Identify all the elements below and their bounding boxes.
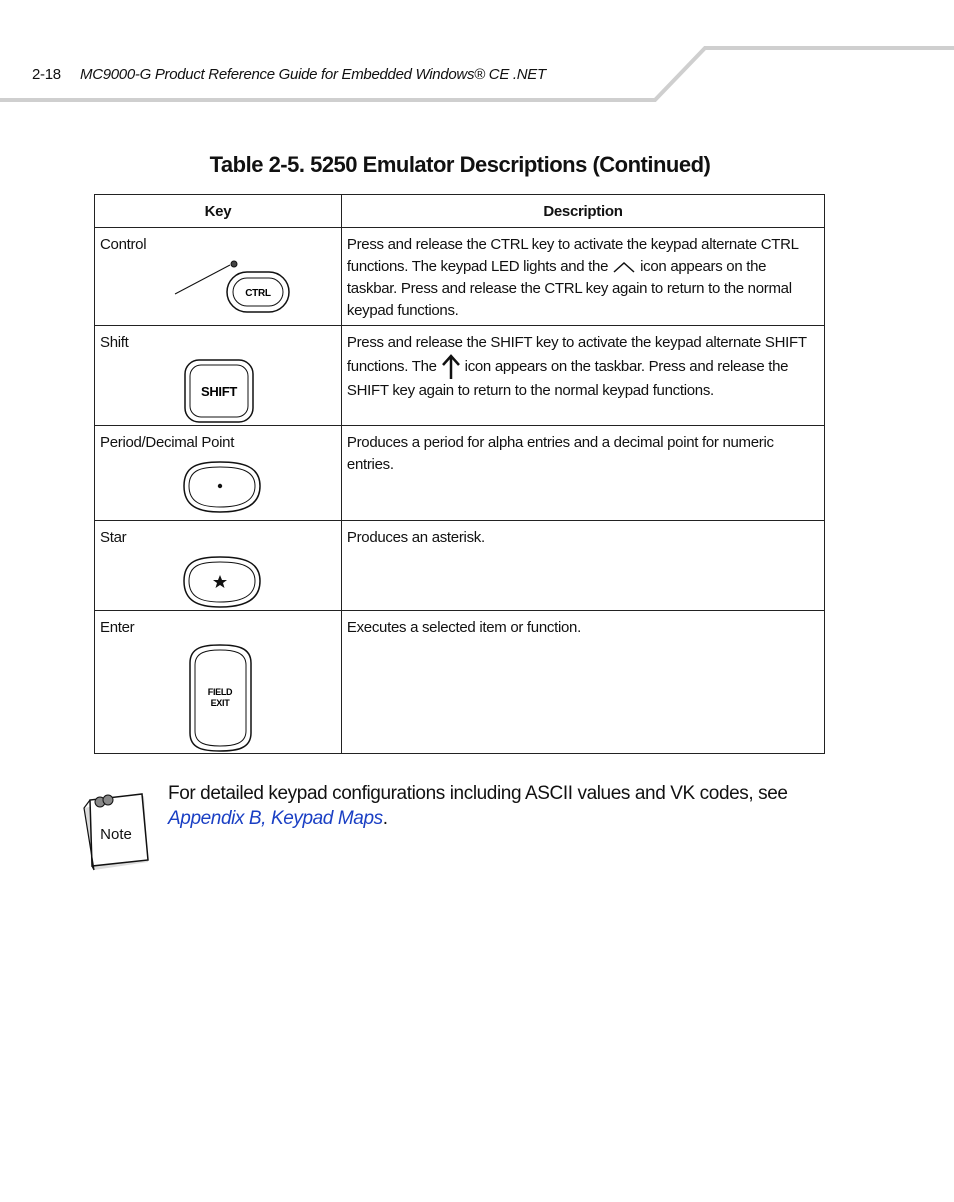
table-header-row [95, 195, 825, 228]
table-row [95, 521, 825, 611]
shift-key-image [100, 358, 330, 424]
description-text: Produces a period for alpha entries and a decimal point for numeric entries. [346, 434, 774, 473]
description-text: icon appears on the taskbar. Press and release the SHIFT key again to return to the normal keypad functions. [346, 357, 789, 399]
description-text: Press and release the CTRL key to activate the keypad alternate CTRL functions. The keypad LED lights and the [346, 236, 799, 275]
enter-key-image [100, 643, 330, 753]
description-cell [341, 521, 824, 611]
enter-key-label-line2: EXIT [210, 698, 230, 708]
description-text: Press and release the SHIFT key to activate the keypad alternate SHIFT functions. The [346, 334, 807, 375]
note-period: . [382, 808, 388, 829]
key-cell [95, 611, 342, 754]
star-key-image [100, 553, 330, 609]
key-name: Control [100, 236, 147, 253]
key-cell [95, 326, 342, 426]
key-cell [95, 521, 342, 611]
note-body: For detailed keypad configurations including ASCII values and VK codes, see [168, 783, 788, 804]
emulator-table [94, 194, 825, 754]
key-name: Enter [100, 619, 135, 636]
header-rule [0, 0, 954, 110]
arrow-up-icon [441, 354, 461, 380]
column-header-key: Key [95, 195, 342, 228]
period-key-image [100, 458, 330, 514]
description-text: Produces an asterisk. [346, 529, 485, 546]
table-row [95, 611, 825, 754]
table-title: Table 2-5. 5250 Emulator Descriptions (Continued) [209, 152, 711, 177]
table-row [95, 228, 825, 326]
ctrl-key-label: CTRL [245, 288, 271, 299]
note-text [168, 781, 788, 831]
note-label: Note [100, 826, 132, 843]
note-icon [80, 790, 152, 874]
caret-up-icon [612, 260, 636, 274]
page-number: 2-18 [32, 66, 61, 83]
enter-key-label-line1: FIELD [207, 687, 233, 697]
shift-key-label: SHIFT [200, 384, 238, 399]
description-text: Executes a selected item or function. [346, 619, 581, 636]
key-name: Shift [100, 334, 129, 351]
table-row [95, 426, 825, 521]
column-header-description: Description [341, 195, 824, 228]
ctrl-key-image [100, 260, 290, 316]
appendix-link[interactable]: Appendix B, Keypad Maps [168, 808, 383, 829]
key-name: Period/Decimal Point [100, 434, 235, 451]
description-cell [341, 228, 824, 326]
key-cell [95, 426, 342, 521]
description-cell [341, 426, 824, 521]
description-cell [341, 611, 824, 754]
key-name: Star [100, 529, 127, 546]
key-cell [95, 228, 342, 326]
description-text: icon appears on the taskbar. Press and release the CTRL key again to return to the normal keypad functions. [346, 258, 792, 319]
document-title: MC9000-G Product Reference Guide for Embedded Windows® CE .NET [80, 66, 546, 83]
description-cell [341, 326, 824, 426]
table-row [95, 326, 825, 426]
